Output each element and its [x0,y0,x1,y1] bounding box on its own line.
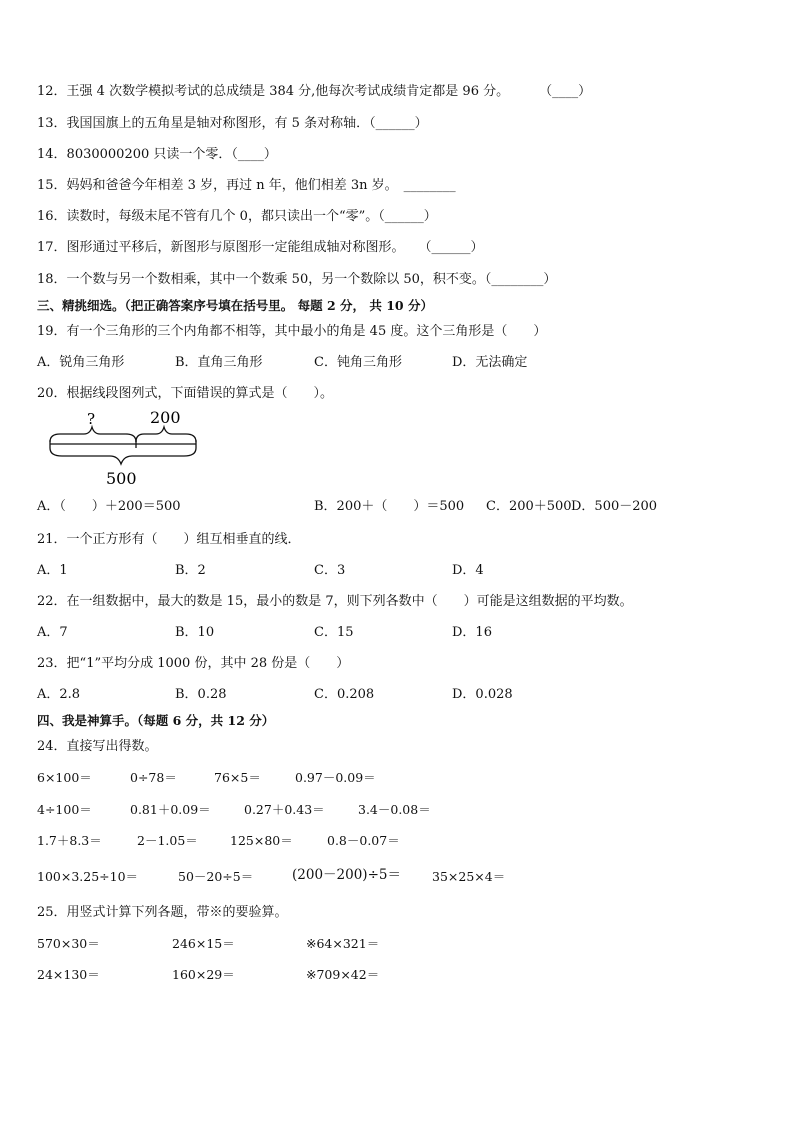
calc-item: 0.27＋0.43＝ [244,802,325,817]
question-20-stem: 20．根据线段图列式，下面错误的算式是（ ）。 [37,386,334,401]
brace-question [50,427,136,442]
q20-option-c[interactable]: C．200＋500 [486,499,572,514]
q23-option-d[interactable]: D．0.028 [452,687,513,702]
q19-option-b[interactable]: B．直角三角形 [175,355,263,370]
q20-option-b[interactable]: B．200＋（ ）＝500 [314,499,465,514]
calc-item: 100×3.25÷10＝ [37,869,139,884]
calc-item: 6×100＝ [37,770,92,785]
question-15: 15．妈妈和爸爸今年相差 3 岁，再过 n 年，他们相差 3n 岁。 ________ [37,178,456,193]
calc-item: 0.97－0.09＝ [295,770,376,785]
question-14: 14．8030000200 只读一个零．（____） [37,147,277,162]
calc-item: 35×25×4＝ [432,869,506,884]
q19-option-d[interactable]: D．无法确定 [452,355,528,370]
calc-item: 1.7＋8.3＝ [37,833,102,848]
brace-200 [136,427,196,442]
question-18: 18．一个数与另一个数相乘，其中一个数乘 50，另一个数除以 50，积不变。（________） [37,272,557,287]
calc-item: 125×80＝ [230,833,293,848]
vertical-calc-item: ※709×42＝ [306,967,380,982]
answer-blank[interactable]: （____） [231,147,277,162]
question-12: 12．王强 4 次数学模拟考试的总成绩是 384 分,他每次考试成绩肯定都是 96 分。 （____） [37,84,592,99]
question-21-stem: 21．一个正方形有（ ）组互相垂直的线． [37,532,301,547]
vertical-calc-item: 246×15＝ [172,936,235,951]
q21-option-d[interactable]: D．4 [452,563,484,578]
question-24-stem: 24．直接写出得数。 [37,739,158,754]
vertical-calc-item: 24×130＝ [37,967,100,982]
q23-option-c[interactable]: C．0.208 [314,687,375,702]
q23-option-a[interactable]: A．2.8 [37,687,81,702]
q22-option-c[interactable]: C．15 [314,625,354,640]
diagram-label-200: 200 [150,408,181,427]
brace-500 [50,448,196,464]
line-segment-diagram [40,408,210,494]
q19-option-c[interactable]: C．钝角三角形 [314,355,402,370]
q21-option-a[interactable]: A．1 [37,563,68,578]
question-19-stem: 19．有一个三角形的三个内角都不相等，其中最小的角是 45 度。这个三角形是（ ） [37,324,547,339]
vertical-calc-item: 160×29＝ [172,967,235,982]
answer-blank[interactable]: （________） [484,272,557,287]
q20-option-a[interactable]: A．（ ）＋200＝500 [37,499,181,514]
calc-item: 0.8－0.07＝ [327,833,400,848]
question-22-stem: 22．在一组数据中，最大的数是 15，最小的数是 7，则下列各数中（ ）可能是这组数据的平均数。 [37,594,633,609]
question-17: 17．图形通过平移后，新图形与原图形一定能组成轴对称图形。 （______） [37,240,484,255]
answer-blank[interactable]: （______） [418,240,484,255]
q21-option-b[interactable]: B．2 [175,563,206,578]
diagram-label-500: 500 [106,469,137,488]
answer-blank[interactable]: ________ [403,178,456,193]
q23-option-b[interactable]: B．0.28 [175,687,227,702]
question-16: 16．读数时，每级末尾不管有几个 0，都只读出一个“零”。（______） [37,209,437,224]
section-heading-3: 三、精挑细选。（把正确答案序号填在括号里。 每题 2 分， 共 10 分） [37,298,433,313]
calc-item: 2－1.05＝ [137,833,198,848]
answer-blank[interactable]: （______） [378,209,437,224]
calc-item: 76×5＝ [214,770,261,785]
calc-item: 3.4－0.08＝ [358,802,431,817]
q21-option-c[interactable]: C．3 [314,563,346,578]
q22-option-b[interactable]: B．10 [175,625,215,640]
diagram-label-question: ? [87,410,96,428]
question-23-stem: 23．把“1”平均分成 1000 份，其中 28 份是（ ） [37,656,350,671]
q22-option-a[interactable]: A．7 [37,625,68,640]
calc-item: 50－20÷5＝ [178,869,254,884]
question-13: 13．我国国旗上的五角星是轴对称图形，有 5 条对称轴．（______） [37,116,428,131]
answer-blank[interactable]: （____） [539,84,592,99]
q20-option-d[interactable]: D．500－200 [571,499,658,514]
q19-option-a[interactable]: A．锐角三角形 [37,355,125,370]
section-heading-4: 四、我是神算手。（每题 6 分，共 12 分） [37,713,275,728]
calc-item: 0÷78＝ [130,770,177,785]
vertical-calc-item: ※64×321＝ [306,936,380,951]
answer-blank[interactable]: （______） [369,116,428,131]
question-25-stem: 25．用竖式计算下列各题，带※的要验算。 [37,905,288,920]
calc-item: 0.81＋0.09＝ [130,802,211,817]
q22-option-d[interactable]: D．16 [452,625,492,640]
calc-item: 4÷100＝ [37,802,92,817]
calc-item: (200－200)÷5＝ [292,867,401,883]
vertical-calc-item: 570×30＝ [37,936,100,951]
